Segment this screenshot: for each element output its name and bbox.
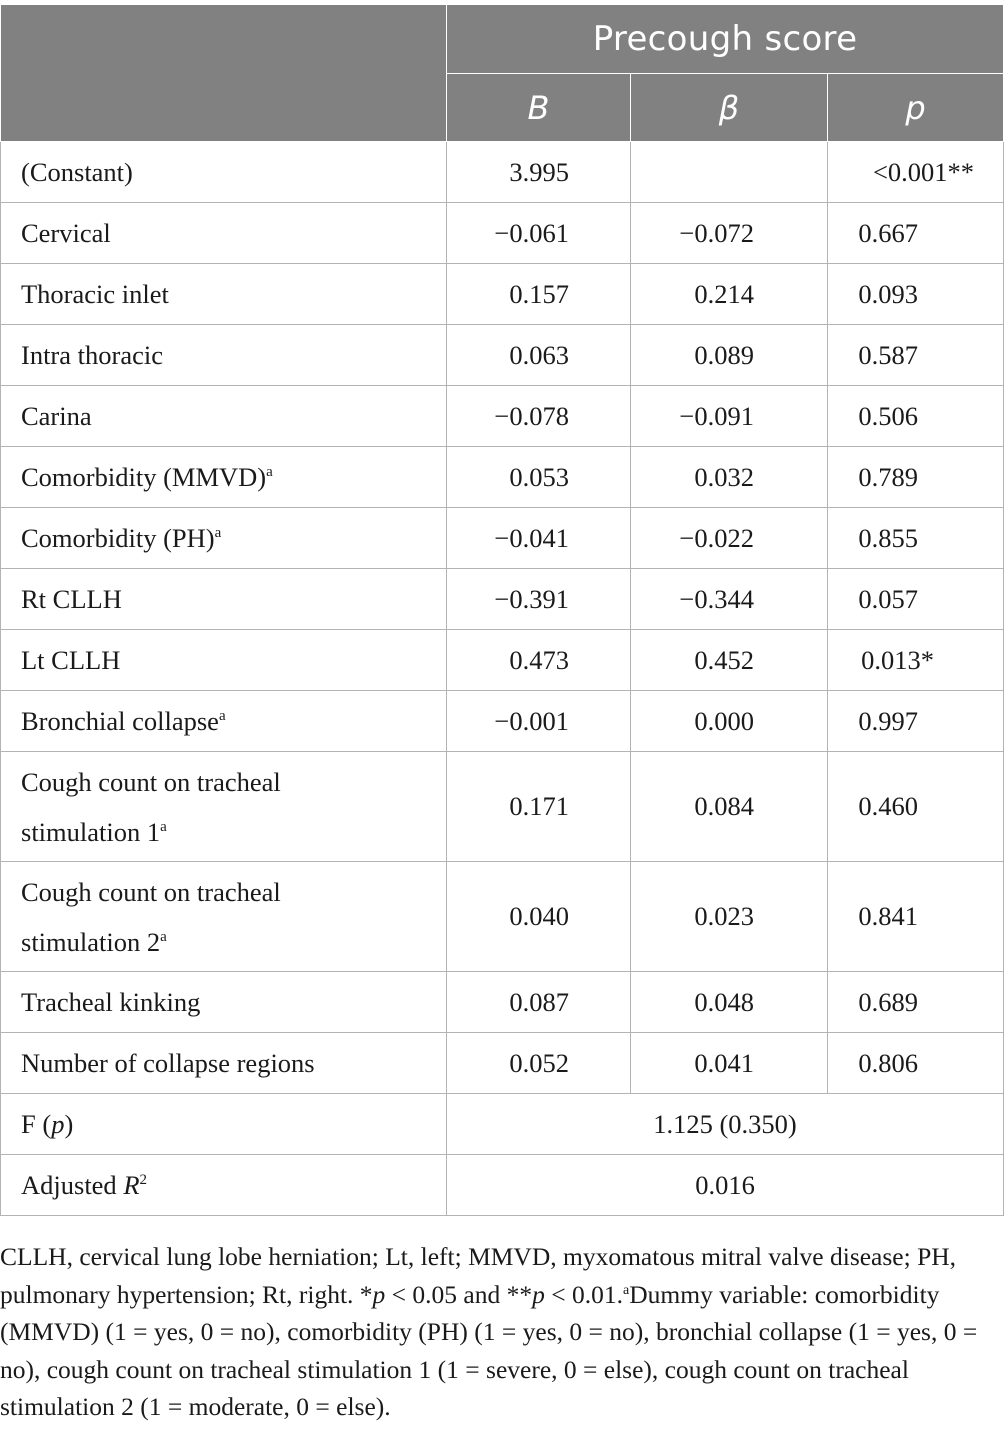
row-label <box>1 691 447 752</box>
f-label-italic: p <box>51 1109 65 1139</box>
cell-p: 0.806 <box>828 1033 1004 1094</box>
r2-label-italic: R <box>123 1170 140 1200</box>
table-row <box>1 508 1004 569</box>
adjusted-r2-value: 0.016 <box>447 1155 1004 1216</box>
row-label-text: Thoracic inlet <box>21 279 169 309</box>
row-label-text: Comorbidity (PH) <box>21 523 215 553</box>
row-label-text: Intra thoracic <box>21 340 163 370</box>
table-row <box>1 630 1004 691</box>
cell-p: 0.093 <box>828 264 1004 325</box>
cell-p: 0.460 <box>828 752 1004 862</box>
cell-p: 0.841 <box>828 862 1004 972</box>
row-label <box>1 862 447 972</box>
row-label-text: Tracheal kinking <box>21 987 201 1017</box>
adjusted-r2-label <box>1 1155 447 1216</box>
cell-beta <box>631 142 828 203</box>
footnote-text-3: < 0.01. <box>544 1279 624 1309</box>
cell-beta: 0.023 <box>631 862 828 972</box>
row-label <box>1 1033 447 1094</box>
cell-p: 0.855 <box>828 508 1004 569</box>
row-label <box>1 972 447 1033</box>
cell-p: 0.997 <box>828 691 1004 752</box>
footnote-marker: a <box>623 1282 630 1298</box>
row-label-line2: stimulation 1 <box>21 816 161 847</box>
cell-b: 0.063 <box>447 325 631 386</box>
footnote-marker: a <box>218 708 226 724</box>
cell-p: <0.001** <box>828 142 1004 203</box>
cell-b: 0.052 <box>447 1033 631 1094</box>
f-statistic-row <box>1 1094 1004 1155</box>
table-row <box>1 691 1004 752</box>
cell-b: 0.473 <box>447 630 631 691</box>
row-label-text: Carina <box>21 401 92 431</box>
cell-p: 0.789 <box>828 447 1004 508</box>
cell-b: 0.171 <box>447 752 631 862</box>
header-precough-score: Precough score <box>447 5 1004 74</box>
cell-beta: −0.344 <box>631 569 828 630</box>
adjusted-r2-row <box>1 1155 1004 1216</box>
table-row <box>1 264 1004 325</box>
cell-beta: 0.084 <box>631 752 828 862</box>
cell-p: 0.667 <box>828 203 1004 264</box>
r2-label-prefix: Adjusted <box>21 1170 124 1200</box>
cell-beta: 0.041 <box>631 1033 828 1094</box>
row-label <box>1 630 447 691</box>
header-col-p: p <box>828 74 1004 142</box>
f-label-suffix: ) <box>64 1109 74 1139</box>
header-col-beta: β <box>631 74 828 142</box>
table-row <box>1 972 1004 1033</box>
cell-b: −0.078 <box>447 386 631 447</box>
cell-b: −0.001 <box>447 691 631 752</box>
row-label-text: (Constant) <box>21 157 133 187</box>
footnote-marker: a <box>266 464 273 480</box>
row-label <box>1 386 447 447</box>
cell-beta: 0.452 <box>631 630 828 691</box>
cell-beta: 0.214 <box>631 264 828 325</box>
cell-b: −0.061 <box>447 203 631 264</box>
f-statistic-label <box>1 1094 447 1155</box>
cell-beta: 0.000 <box>631 691 828 752</box>
cell-b: 0.040 <box>447 862 631 972</box>
table-row <box>1 142 1004 203</box>
row-label-text: Lt CLLH <box>21 645 121 675</box>
footnote-text-1: CLLH, cervical lung lobe herniation; Lt, left; MMVD, myxomatous mitral valve disease; PH, pulmonary hypertension; Rt, right. * <box>0 1242 957 1309</box>
cell-b: −0.041 <box>447 508 631 569</box>
cell-beta: 0.048 <box>631 972 828 1033</box>
row-label <box>1 752 447 862</box>
table-row <box>1 203 1004 264</box>
table-row <box>1 569 1004 630</box>
f-statistic-value: 1.125 (0.350) <box>447 1094 1004 1155</box>
regression-table <box>0 4 1004 1216</box>
footnote-marker: a <box>160 928 167 945</box>
table-row <box>1 752 1004 862</box>
footnote-p-italic-1: p <box>372 1279 386 1309</box>
row-label-text: Bronchial collapse <box>21 706 219 736</box>
cell-b: 0.053 <box>447 447 631 508</box>
row-label <box>1 203 447 264</box>
table-row <box>1 1033 1004 1094</box>
row-label <box>1 569 447 630</box>
row-label <box>1 508 447 569</box>
cell-beta: −0.022 <box>631 508 828 569</box>
table-row <box>1 386 1004 447</box>
cell-p: 0.689 <box>828 972 1004 1033</box>
cell-b: 0.157 <box>447 264 631 325</box>
row-label-text: Comorbidity (MMVD) <box>21 462 267 492</box>
row-label-line1: Cough count on tracheal <box>21 766 281 797</box>
cell-p: 0.057 <box>828 569 1004 630</box>
row-label-text: Rt CLLH <box>21 584 122 614</box>
cell-p: 0.013* <box>828 630 1004 691</box>
row-label-line1: Cough count on tracheal <box>21 876 281 907</box>
row-label <box>1 142 447 203</box>
row-label <box>1 264 447 325</box>
table-footnote <box>0 1238 1000 1426</box>
table-row <box>1 447 1004 508</box>
cell-beta: −0.091 <box>631 386 828 447</box>
row-label <box>1 447 447 508</box>
row-label-line2: stimulation 2 <box>21 926 161 957</box>
row-label-text: Cervical <box>21 218 111 248</box>
footnote-text-2: < 0.05 and ** <box>385 1279 533 1309</box>
cell-b: −0.391 <box>447 569 631 630</box>
footnote-marker: a <box>160 818 167 835</box>
row-label-text: Number of collapse regions <box>21 1048 315 1078</box>
cell-beta: 0.089 <box>631 325 828 386</box>
r2-label-sup: 2 <box>139 1172 147 1188</box>
footnote-text-4: Dummy variable: comorbidity (MMVD) (1 = yes, 0 = no), comorbidity (PH) (1 = yes, 0 = no), bronchial collapse (1 = yes, 0 = no), cough count on tracheal stimulation 1 (1 = severe, 0 = else), cough count on tracheal stimulation 2 (1 = moderate, 0 = else). <box>0 1279 978 1421</box>
table-row <box>1 325 1004 386</box>
f-label-prefix: F ( <box>21 1109 52 1139</box>
footnote-p-italic-2: p <box>532 1279 545 1309</box>
cell-beta: −0.072 <box>631 203 828 264</box>
header-col-b: B <box>447 74 631 142</box>
footnote-marker: a <box>214 525 222 541</box>
row-label <box>1 325 447 386</box>
cell-p: 0.506 <box>828 386 1004 447</box>
cell-beta: 0.032 <box>631 447 828 508</box>
header-blank-cell <box>1 5 447 142</box>
cell-b: 0.087 <box>447 972 631 1033</box>
cell-b: 3.995 <box>447 142 631 203</box>
header-row-group <box>1 5 1004 74</box>
table-row <box>1 862 1004 972</box>
cell-p: 0.587 <box>828 325 1004 386</box>
